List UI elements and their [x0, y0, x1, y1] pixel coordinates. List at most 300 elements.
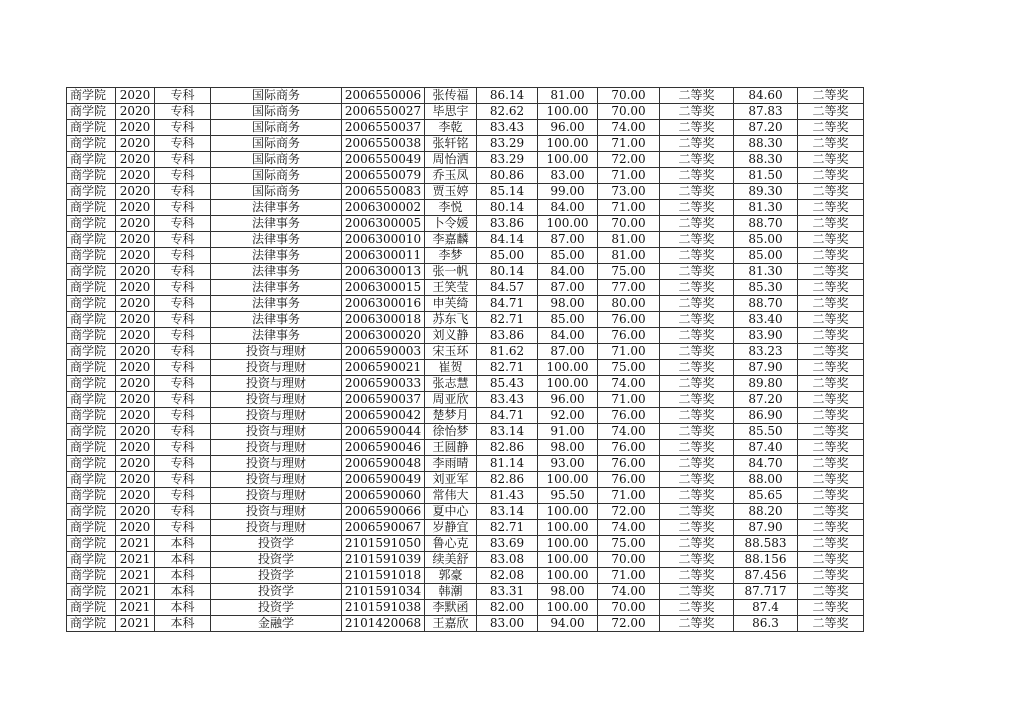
final-award-cell: 二等奖	[798, 120, 864, 136]
college-cell: 商学院	[67, 456, 116, 472]
score-cell: 98.00	[538, 584, 598, 600]
final-award-cell: 二等奖	[798, 456, 864, 472]
score-cell: 87.00	[538, 344, 598, 360]
score-cell: 100.00	[538, 136, 598, 152]
major-cell: 法律事务	[211, 248, 342, 264]
grade-cell: 2021	[116, 552, 155, 568]
score-cell: 80.00	[598, 296, 660, 312]
score-cell: 80.14	[477, 264, 538, 280]
major-cell: 投资与理财	[211, 488, 342, 504]
score-cell: 83.86	[477, 216, 538, 232]
table-row	[67, 568, 864, 584]
score-cell: 83.00	[538, 168, 598, 184]
student-id-cell: 2101591039	[342, 552, 425, 568]
student-id-cell: 2006300013	[342, 264, 425, 280]
final-award-cell: 二等奖	[798, 184, 864, 200]
score-cell: 85.00	[538, 312, 598, 328]
score-cell: 82.86	[477, 440, 538, 456]
total-score-cell: 89.30	[734, 184, 798, 200]
grade-cell: 2020	[116, 120, 155, 136]
major-cell: 法律事务	[211, 312, 342, 328]
score-cell: 72.00	[598, 504, 660, 520]
college-cell: 商学院	[67, 88, 116, 104]
award-cell: 二等奖	[660, 568, 734, 584]
final-award-cell: 二等奖	[798, 520, 864, 536]
score-cell: 98.00	[538, 296, 598, 312]
grade-cell: 2020	[116, 344, 155, 360]
score-cell: 99.00	[538, 184, 598, 200]
final-award-cell: 二等奖	[798, 296, 864, 312]
score-cell: 71.00	[598, 488, 660, 504]
grade-cell: 2020	[116, 152, 155, 168]
award-cell: 二等奖	[660, 488, 734, 504]
major-cell: 投资学	[211, 536, 342, 552]
score-cell: 100.00	[538, 376, 598, 392]
table-row	[67, 232, 864, 248]
final-award-cell: 二等奖	[798, 312, 864, 328]
score-cell: 84.57	[477, 280, 538, 296]
table-row	[67, 584, 864, 600]
table-row	[67, 296, 864, 312]
major-cell: 法律事务	[211, 232, 342, 248]
score-cell: 76.00	[598, 408, 660, 424]
level-cell: 本科	[155, 616, 211, 632]
award-cell: 二等奖	[660, 312, 734, 328]
name-cell: 李乾	[425, 120, 477, 136]
score-cell: 83.31	[477, 584, 538, 600]
total-score-cell: 83.23	[734, 344, 798, 360]
major-cell: 投资与理财	[211, 392, 342, 408]
score-cell: 87.00	[538, 280, 598, 296]
table-row	[67, 184, 864, 200]
final-award-cell: 二等奖	[798, 360, 864, 376]
college-cell: 商学院	[67, 216, 116, 232]
college-cell: 商学院	[67, 568, 116, 584]
table-body	[67, 88, 864, 632]
total-score-cell: 87.20	[734, 392, 798, 408]
award-cell: 二等奖	[660, 584, 734, 600]
grade-cell: 2020	[116, 264, 155, 280]
score-cell: 83.69	[477, 536, 538, 552]
level-cell: 专科	[155, 488, 211, 504]
name-cell: 李梦	[425, 248, 477, 264]
total-score-cell: 86.90	[734, 408, 798, 424]
level-cell: 专科	[155, 184, 211, 200]
table-row	[67, 88, 864, 104]
total-score-cell: 88.30	[734, 136, 798, 152]
score-cell: 100.00	[538, 472, 598, 488]
table-row	[67, 424, 864, 440]
grade-cell: 2020	[116, 456, 155, 472]
grade-cell: 2020	[116, 136, 155, 152]
table-row	[67, 504, 864, 520]
level-cell: 专科	[155, 168, 211, 184]
final-award-cell: 二等奖	[798, 248, 864, 264]
level-cell: 专科	[155, 376, 211, 392]
student-id-cell: 2006590021	[342, 360, 425, 376]
table-row	[67, 200, 864, 216]
college-cell: 商学院	[67, 360, 116, 376]
major-cell: 金融学	[211, 616, 342, 632]
level-cell: 专科	[155, 296, 211, 312]
award-cell: 二等奖	[660, 184, 734, 200]
score-cell: 74.00	[598, 424, 660, 440]
name-cell: 王圆静	[425, 440, 477, 456]
award-cell: 二等奖	[660, 296, 734, 312]
student-id-cell: 2006590037	[342, 392, 425, 408]
table-row	[67, 552, 864, 568]
level-cell: 专科	[155, 440, 211, 456]
college-cell: 商学院	[67, 344, 116, 360]
score-cell: 84.00	[538, 328, 598, 344]
level-cell: 专科	[155, 328, 211, 344]
name-cell: 张志慧	[425, 376, 477, 392]
student-id-cell: 2006590066	[342, 504, 425, 520]
major-cell: 法律事务	[211, 216, 342, 232]
total-score-cell: 83.90	[734, 328, 798, 344]
name-cell: 李嘉麟	[425, 232, 477, 248]
level-cell: 专科	[155, 232, 211, 248]
level-cell: 本科	[155, 600, 211, 616]
student-id-cell: 2101420068	[342, 616, 425, 632]
award-cell: 二等奖	[660, 88, 734, 104]
major-cell: 投资与理财	[211, 408, 342, 424]
final-award-cell: 二等奖	[798, 552, 864, 568]
table-row	[67, 536, 864, 552]
total-score-cell: 87.83	[734, 104, 798, 120]
table-row	[67, 168, 864, 184]
college-cell: 商学院	[67, 616, 116, 632]
table-row	[67, 360, 864, 376]
score-cell: 81.43	[477, 488, 538, 504]
grade-cell: 2020	[116, 488, 155, 504]
major-cell: 法律事务	[211, 264, 342, 280]
major-cell: 法律事务	[211, 296, 342, 312]
name-cell: 徐怡梦	[425, 424, 477, 440]
score-cell: 83.00	[477, 616, 538, 632]
major-cell: 国际商务	[211, 88, 342, 104]
final-award-cell: 二等奖	[798, 504, 864, 520]
award-cell: 二等奖	[660, 232, 734, 248]
final-award-cell: 二等奖	[798, 568, 864, 584]
college-cell: 商学院	[67, 488, 116, 504]
level-cell: 专科	[155, 392, 211, 408]
table-row	[67, 440, 864, 456]
major-cell: 投资与理财	[211, 520, 342, 536]
major-cell: 投资与理财	[211, 424, 342, 440]
score-cell: 74.00	[598, 376, 660, 392]
award-cell: 二等奖	[660, 440, 734, 456]
major-cell: 法律事务	[211, 280, 342, 296]
score-cell: 83.14	[477, 424, 538, 440]
final-award-cell: 二等奖	[798, 152, 864, 168]
total-score-cell: 87.20	[734, 120, 798, 136]
score-cell: 81.00	[538, 88, 598, 104]
score-cell: 100.00	[538, 552, 598, 568]
final-award-cell: 二等奖	[798, 584, 864, 600]
student-id-cell: 2006590042	[342, 408, 425, 424]
name-cell: 夏中心	[425, 504, 477, 520]
student-id-cell: 2006590048	[342, 456, 425, 472]
final-award-cell: 二等奖	[798, 344, 864, 360]
score-cell: 75.00	[598, 536, 660, 552]
final-award-cell: 二等奖	[798, 600, 864, 616]
student-id-cell: 2006590046	[342, 440, 425, 456]
grade-cell: 2020	[116, 280, 155, 296]
grade-cell: 2021	[116, 616, 155, 632]
college-cell: 商学院	[67, 424, 116, 440]
grade-cell: 2020	[116, 232, 155, 248]
score-cell: 84.00	[538, 200, 598, 216]
grade-cell: 2021	[116, 536, 155, 552]
score-cell: 94.00	[538, 616, 598, 632]
award-cell: 二等奖	[660, 504, 734, 520]
major-cell: 法律事务	[211, 200, 342, 216]
score-cell: 70.00	[598, 104, 660, 120]
level-cell: 专科	[155, 248, 211, 264]
final-award-cell: 二等奖	[798, 472, 864, 488]
award-cell: 二等奖	[660, 200, 734, 216]
level-cell: 本科	[155, 568, 211, 584]
total-score-cell: 89.80	[734, 376, 798, 392]
name-cell: 周亚欣	[425, 392, 477, 408]
score-cell: 100.00	[538, 568, 598, 584]
major-cell: 投资与理财	[211, 440, 342, 456]
total-score-cell: 87.717	[734, 584, 798, 600]
college-cell: 商学院	[67, 376, 116, 392]
grade-cell: 2021	[116, 584, 155, 600]
name-cell: 张一帆	[425, 264, 477, 280]
student-id-cell: 2006550037	[342, 120, 425, 136]
student-id-cell: 2006300020	[342, 328, 425, 344]
grade-cell: 2020	[116, 216, 155, 232]
score-cell: 82.00	[477, 600, 538, 616]
level-cell: 专科	[155, 312, 211, 328]
level-cell: 专科	[155, 104, 211, 120]
name-cell: 卜令媛	[425, 216, 477, 232]
score-cell: 100.00	[538, 152, 598, 168]
score-cell: 85.14	[477, 184, 538, 200]
score-cell: 96.00	[538, 120, 598, 136]
total-score-cell: 85.50	[734, 424, 798, 440]
score-cell: 76.00	[598, 456, 660, 472]
score-cell: 71.00	[598, 200, 660, 216]
major-cell: 投资学	[211, 584, 342, 600]
total-score-cell: 88.156	[734, 552, 798, 568]
major-cell: 投资与理财	[211, 344, 342, 360]
name-cell: 周怡洒	[425, 152, 477, 168]
major-cell: 国际商务	[211, 184, 342, 200]
name-cell: 崔贺	[425, 360, 477, 376]
college-cell: 商学院	[67, 504, 116, 520]
level-cell: 专科	[155, 120, 211, 136]
final-award-cell: 二等奖	[798, 104, 864, 120]
score-cell: 76.00	[598, 472, 660, 488]
score-cell: 96.00	[538, 392, 598, 408]
college-cell: 商学院	[67, 392, 116, 408]
score-cell: 76.00	[598, 312, 660, 328]
score-cell: 84.00	[538, 264, 598, 280]
award-cell: 二等奖	[660, 216, 734, 232]
score-cell: 83.29	[477, 152, 538, 168]
level-cell: 专科	[155, 88, 211, 104]
final-award-cell: 二等奖	[798, 376, 864, 392]
college-cell: 商学院	[67, 536, 116, 552]
college-cell: 商学院	[67, 232, 116, 248]
score-cell: 92.00	[538, 408, 598, 424]
grade-cell: 2020	[116, 392, 155, 408]
score-cell: 82.71	[477, 360, 538, 376]
name-cell: 岁静宜	[425, 520, 477, 536]
college-cell: 商学院	[67, 584, 116, 600]
level-cell: 专科	[155, 408, 211, 424]
grade-cell: 2021	[116, 600, 155, 616]
award-cell: 二等奖	[660, 360, 734, 376]
score-cell: 100.00	[538, 504, 598, 520]
name-cell: 李悦	[425, 200, 477, 216]
level-cell: 本科	[155, 536, 211, 552]
award-cell: 二等奖	[660, 264, 734, 280]
score-cell: 100.00	[538, 104, 598, 120]
final-award-cell: 二等奖	[798, 424, 864, 440]
college-cell: 商学院	[67, 600, 116, 616]
grade-cell: 2020	[116, 424, 155, 440]
grade-cell: 2020	[116, 104, 155, 120]
award-cell: 二等奖	[660, 376, 734, 392]
college-cell: 商学院	[67, 120, 116, 136]
score-cell: 85.00	[538, 248, 598, 264]
final-award-cell: 二等奖	[798, 200, 864, 216]
score-cell: 86.14	[477, 88, 538, 104]
level-cell: 专科	[155, 344, 211, 360]
student-id-cell: 2101591034	[342, 584, 425, 600]
score-cell: 74.00	[598, 584, 660, 600]
total-score-cell: 88.00	[734, 472, 798, 488]
major-cell: 投资与理财	[211, 504, 342, 520]
student-id-cell: 2101591050	[342, 536, 425, 552]
level-cell: 专科	[155, 264, 211, 280]
student-id-cell: 2006550006	[342, 88, 425, 104]
student-id-cell: 2006300010	[342, 232, 425, 248]
major-cell: 国际商务	[211, 136, 342, 152]
score-cell: 71.00	[598, 168, 660, 184]
name-cell: 常伟大	[425, 488, 477, 504]
name-cell: 张传福	[425, 88, 477, 104]
total-score-cell: 81.50	[734, 168, 798, 184]
student-id-cell: 2006590049	[342, 472, 425, 488]
name-cell: 张轩铭	[425, 136, 477, 152]
grade-cell: 2021	[116, 568, 155, 584]
award-cell: 二等奖	[660, 616, 734, 632]
score-cell: 82.62	[477, 104, 538, 120]
total-score-cell: 85.65	[734, 488, 798, 504]
award-cell: 二等奖	[660, 392, 734, 408]
major-cell: 国际商务	[211, 168, 342, 184]
score-cell: 74.00	[598, 520, 660, 536]
award-cell: 二等奖	[660, 104, 734, 120]
award-cell: 二等奖	[660, 120, 734, 136]
score-cell: 70.00	[598, 88, 660, 104]
table-row	[67, 376, 864, 392]
score-cell: 83.43	[477, 392, 538, 408]
level-cell: 专科	[155, 152, 211, 168]
score-cell: 84.14	[477, 232, 538, 248]
level-cell: 专科	[155, 520, 211, 536]
score-cell: 100.00	[538, 600, 598, 616]
student-id-cell: 2006590060	[342, 488, 425, 504]
student-id-cell: 2101591018	[342, 568, 425, 584]
final-award-cell: 二等奖	[798, 440, 864, 456]
level-cell: 本科	[155, 552, 211, 568]
score-cell: 71.00	[598, 392, 660, 408]
level-cell: 专科	[155, 200, 211, 216]
award-cell: 二等奖	[660, 552, 734, 568]
total-score-cell: 81.30	[734, 264, 798, 280]
table-row	[67, 456, 864, 472]
score-cell: 70.00	[598, 600, 660, 616]
score-cell: 100.00	[538, 520, 598, 536]
score-cell: 75.00	[598, 264, 660, 280]
total-score-cell: 86.3	[734, 616, 798, 632]
score-cell: 72.00	[598, 152, 660, 168]
table-row	[67, 312, 864, 328]
college-cell: 商学院	[67, 264, 116, 280]
award-cell: 二等奖	[660, 520, 734, 536]
score-cell: 71.00	[598, 136, 660, 152]
level-cell: 专科	[155, 504, 211, 520]
college-cell: 商学院	[67, 248, 116, 264]
student-id-cell: 2006590067	[342, 520, 425, 536]
total-score-cell: 88.70	[734, 296, 798, 312]
major-cell: 投资与理财	[211, 376, 342, 392]
award-cell: 二等奖	[660, 472, 734, 488]
score-cell: 80.86	[477, 168, 538, 184]
student-id-cell: 2006590003	[342, 344, 425, 360]
score-cell: 84.71	[477, 296, 538, 312]
name-cell: 鲁心克	[425, 536, 477, 552]
grade-cell: 2020	[116, 296, 155, 312]
total-score-cell: 84.60	[734, 88, 798, 104]
college-cell: 商学院	[67, 168, 116, 184]
final-award-cell: 二等奖	[798, 616, 864, 632]
award-cell: 二等奖	[660, 456, 734, 472]
total-score-cell: 87.40	[734, 440, 798, 456]
grade-cell: 2020	[116, 376, 155, 392]
total-score-cell: 88.30	[734, 152, 798, 168]
name-cell: 李默函	[425, 600, 477, 616]
total-score-cell: 85.30	[734, 280, 798, 296]
student-id-cell: 2006550079	[342, 168, 425, 184]
college-cell: 商学院	[67, 312, 116, 328]
name-cell: 申芙绮	[425, 296, 477, 312]
score-cell: 70.00	[598, 216, 660, 232]
name-cell: 苏东飞	[425, 312, 477, 328]
college-cell: 商学院	[67, 280, 116, 296]
level-cell: 专科	[155, 360, 211, 376]
score-cell: 100.00	[538, 536, 598, 552]
level-cell: 专科	[155, 216, 211, 232]
major-cell: 投资学	[211, 552, 342, 568]
final-award-cell: 二等奖	[798, 488, 864, 504]
name-cell: 刘亚军	[425, 472, 477, 488]
table-row	[67, 152, 864, 168]
total-score-cell: 87.4	[734, 600, 798, 616]
grade-cell: 2020	[116, 248, 155, 264]
major-cell: 国际商务	[211, 104, 342, 120]
college-cell: 商学院	[67, 136, 116, 152]
table-row	[67, 248, 864, 264]
college-cell: 商学院	[67, 440, 116, 456]
